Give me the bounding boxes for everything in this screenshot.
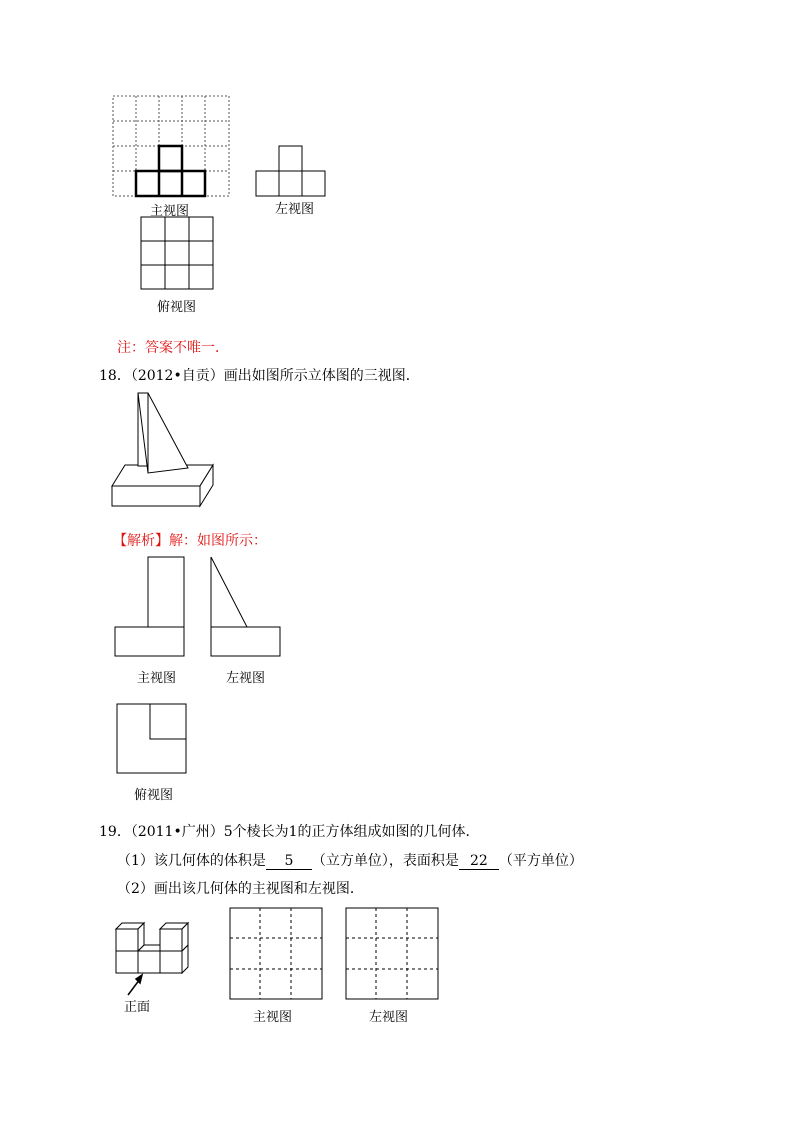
q19-part1-mid: （立方单位），表面积是	[311, 853, 459, 869]
q19-area-answer: 22	[459, 853, 499, 870]
q18-answer	[113, 530, 267, 550]
q18-answer-tag: 【解析】	[113, 533, 169, 549]
q17-top-caption: 俯视图	[157, 300, 197, 315]
q18-front-view	[114, 556, 189, 656]
q18-front-caption: 主视图	[137, 671, 177, 686]
q19-front-label: 正面	[124, 1000, 151, 1015]
q18-left-caption: 左视图	[226, 671, 266, 686]
q19-front-caption: 主视图	[253, 1010, 293, 1025]
q17-front-view-grid	[112, 95, 232, 215]
q17-left-caption: 左视图	[275, 202, 315, 217]
q17-note: 注：答案不唯一．	[117, 340, 229, 356]
q19-left-view-grid	[345, 907, 440, 1002]
q18-answer-text: 解：如图所示：	[169, 533, 267, 549]
q19-front-view-grid	[229, 907, 324, 1002]
q17-front-caption: 主视图	[150, 204, 190, 219]
q17-top-view	[140, 216, 220, 296]
q18-top-caption: 俯视图	[134, 788, 174, 803]
q19-question: 19．（2011•广州）5个棱长为1的正方体组成如图的几何体．	[99, 824, 480, 840]
q18-top-view	[116, 703, 191, 778]
q19-part2: （2）画出该几何体的主视图和左视图．	[117, 881, 364, 897]
q19-part1	[117, 850, 583, 870]
q19-solid-figure	[112, 915, 192, 1005]
q18-question: 18．（2012•自贡）画出如图所示立体图的三视图．	[99, 368, 420, 384]
q19-part1-suffix: （平方单位）	[498, 853, 583, 869]
q18-solid-figure	[110, 390, 210, 510]
q19-volume-answer: 5	[266, 853, 312, 870]
q19-left-caption: 左视图	[369, 1010, 409, 1025]
q19-part1-prefix: （1）该几何体的体积是	[117, 853, 266, 869]
q17-left-view	[255, 145, 330, 200]
q18-left-view	[210, 556, 285, 656]
